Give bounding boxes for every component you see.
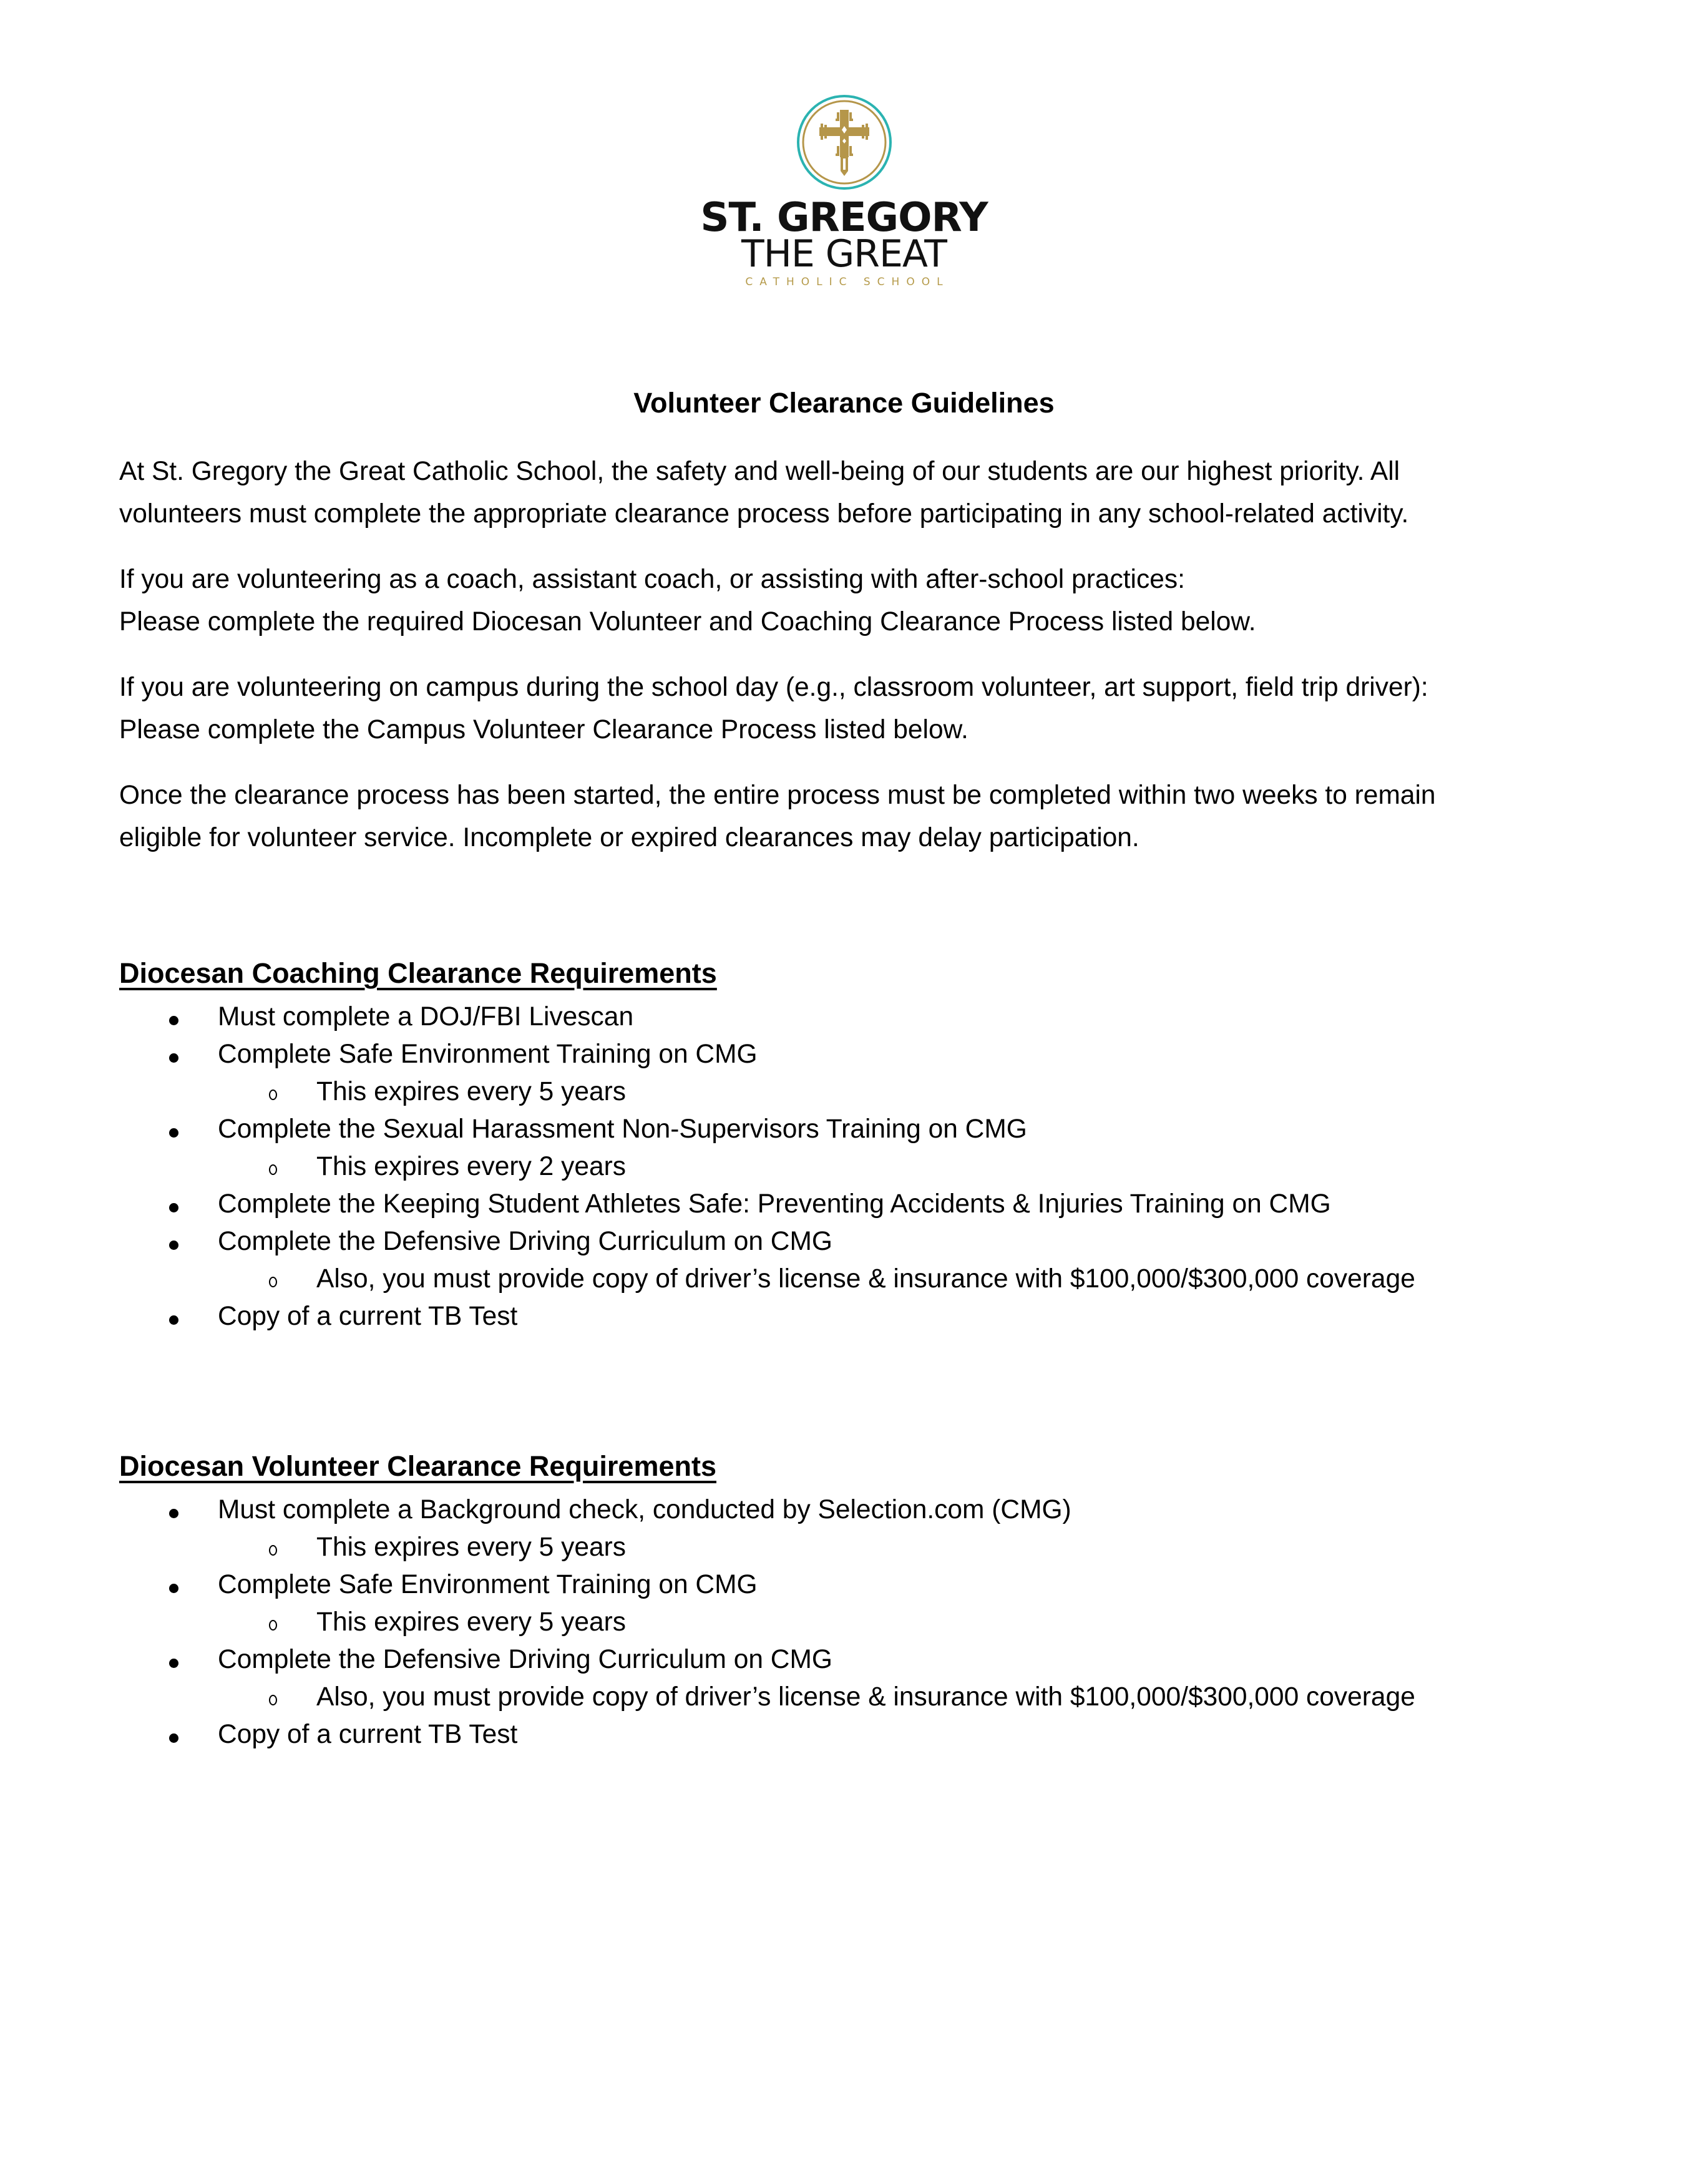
- volunteer-requirements-list: [119, 1491, 1415, 1753]
- bullet-disc-icon: [169, 998, 178, 1036]
- list-item-text: This expires every 5 years: [316, 1077, 627, 1106]
- logo-tagline: CATHOLIC SCHOOL: [745, 276, 950, 288]
- school-logo: [0, 94, 1688, 288]
- list-item: [119, 1036, 1415, 1073]
- paragraph-line: If you are volunteering on campus during the school day (e.g., classroom volunteer, art support, field trip driver):: [119, 673, 1428, 702]
- list-item-text: This expires every 5 years: [316, 1607, 627, 1637]
- bullet-disc-icon: [169, 1111, 178, 1148]
- intro-paragraph-1: [119, 451, 1573, 535]
- list-item-text: Complete the Defensive Driving Curriculum on CMG: [218, 1645, 832, 1674]
- list-item-text: This expires every 5 years: [316, 1533, 627, 1562]
- list-item: [119, 1223, 1415, 1260]
- list-item: [119, 1491, 1415, 1529]
- list-item-text: Also, you must provide copy of driver’s license & insurance with $100,000/$300,000 coverage: [316, 1264, 1415, 1294]
- bullet-circle-icon: [269, 1529, 277, 1566]
- list-item-text: This expires every 2 years: [316, 1152, 627, 1181]
- list-item-text: Also, you must provide copy of driver’s license & insurance with $100,000/$300,000 coverage: [316, 1682, 1415, 1712]
- bullet-disc-icon: [169, 1298, 178, 1335]
- bullet-circle-icon: [269, 1679, 277, 1716]
- paragraph-line: Please complete the required Diocesan Volunteer and Coaching Clearance Process listed below.: [119, 607, 1256, 636]
- list-item-text: Must complete a Background check, conducted by Selection.com (CMG): [218, 1495, 1071, 1524]
- section-heading-coaching: Diocesan Coaching Clearance Requirements: [119, 957, 717, 989]
- bullet-circle-icon: [269, 1604, 277, 1641]
- paragraph-line: If you are volunteering as a coach, assistant coach, or assisting with after-school practices:: [119, 565, 1185, 594]
- paragraph-line: Please complete the Campus Volunteer Clearance Process listed below.: [119, 715, 968, 744]
- paragraph-line: Once the clearance process has been started, the entire process must be completed within two weeks to remain: [119, 781, 1436, 810]
- bullet-disc-icon: [169, 1716, 178, 1753]
- list-item-text: Copy of a current TB Test: [218, 1720, 518, 1749]
- bullet-circle-icon: [269, 1148, 277, 1186]
- list-item: [119, 1298, 1415, 1335]
- paragraph-line: volunteers must complete the appropriate clearance process before participating in any school-related activity.: [119, 499, 1409, 529]
- list-item-text: Complete Safe Environment Training on CMG: [218, 1570, 758, 1599]
- intro-paragraph-2: [119, 558, 1573, 643]
- list-item-text: Complete the Defensive Driving Curriculum on CMG: [218, 1227, 832, 1256]
- sub-list-item: [119, 1604, 1415, 1641]
- bullet-disc-icon: [169, 1186, 178, 1223]
- intro-paragraph-4: [119, 774, 1573, 859]
- document-title: Volunteer Clearance Guidelines: [633, 387, 1055, 419]
- list-item: [119, 1111, 1415, 1148]
- bullet-disc-icon: [169, 1491, 178, 1529]
- logo-name-line1: ST. GREGORY: [700, 195, 988, 241]
- bullet-disc-icon: [169, 1223, 178, 1260]
- bullet-disc-icon: [169, 1036, 178, 1073]
- list-item: [119, 998, 1415, 1036]
- sub-list-item: [119, 1260, 1415, 1298]
- intro-paragraph-3: [119, 666, 1573, 751]
- sub-list-item: [119, 1679, 1415, 1716]
- list-item-text: Complete Safe Environment Training on CMG: [218, 1040, 758, 1069]
- list-item: [119, 1641, 1415, 1679]
- list-item-text: Complete the Sexual Harassment Non-Supervisors Training on CMG: [218, 1114, 1027, 1144]
- list-item: [119, 1566, 1415, 1604]
- section-heading-volunteer: Diocesan Volunteer Clearance Requirements: [119, 1450, 716, 1482]
- sub-list-item: [119, 1073, 1415, 1111]
- logo-name-line2: THE GREAT: [741, 232, 947, 276]
- paragraph-line: At St. Gregory the Great Catholic School, the safety and well-being of our students are our highest priority. All: [119, 457, 1400, 486]
- coaching-requirements-list: [119, 998, 1415, 1335]
- bullet-circle-icon: [269, 1073, 277, 1111]
- list-item-text: Copy of a current TB Test: [218, 1302, 518, 1331]
- bullet-disc-icon: [169, 1641, 178, 1679]
- bullet-circle-icon: [269, 1260, 277, 1298]
- paragraph-line: eligible for volunteer service. Incomplete or expired clearances may delay participation.: [119, 823, 1139, 852]
- list-item: [119, 1716, 1415, 1753]
- list-item-text: Must complete a DOJ/FBI Livescan: [218, 1002, 634, 1031]
- list-item: [119, 1186, 1415, 1223]
- sub-list-item: [119, 1529, 1415, 1566]
- bullet-disc-icon: [169, 1566, 178, 1604]
- cross-emblem-icon: [796, 94, 893, 191]
- sub-list-item: [119, 1148, 1415, 1186]
- list-item-text: Complete the Keeping Student Athletes Safe: Preventing Accidents & Injuries Training on CMG: [218, 1189, 1331, 1219]
